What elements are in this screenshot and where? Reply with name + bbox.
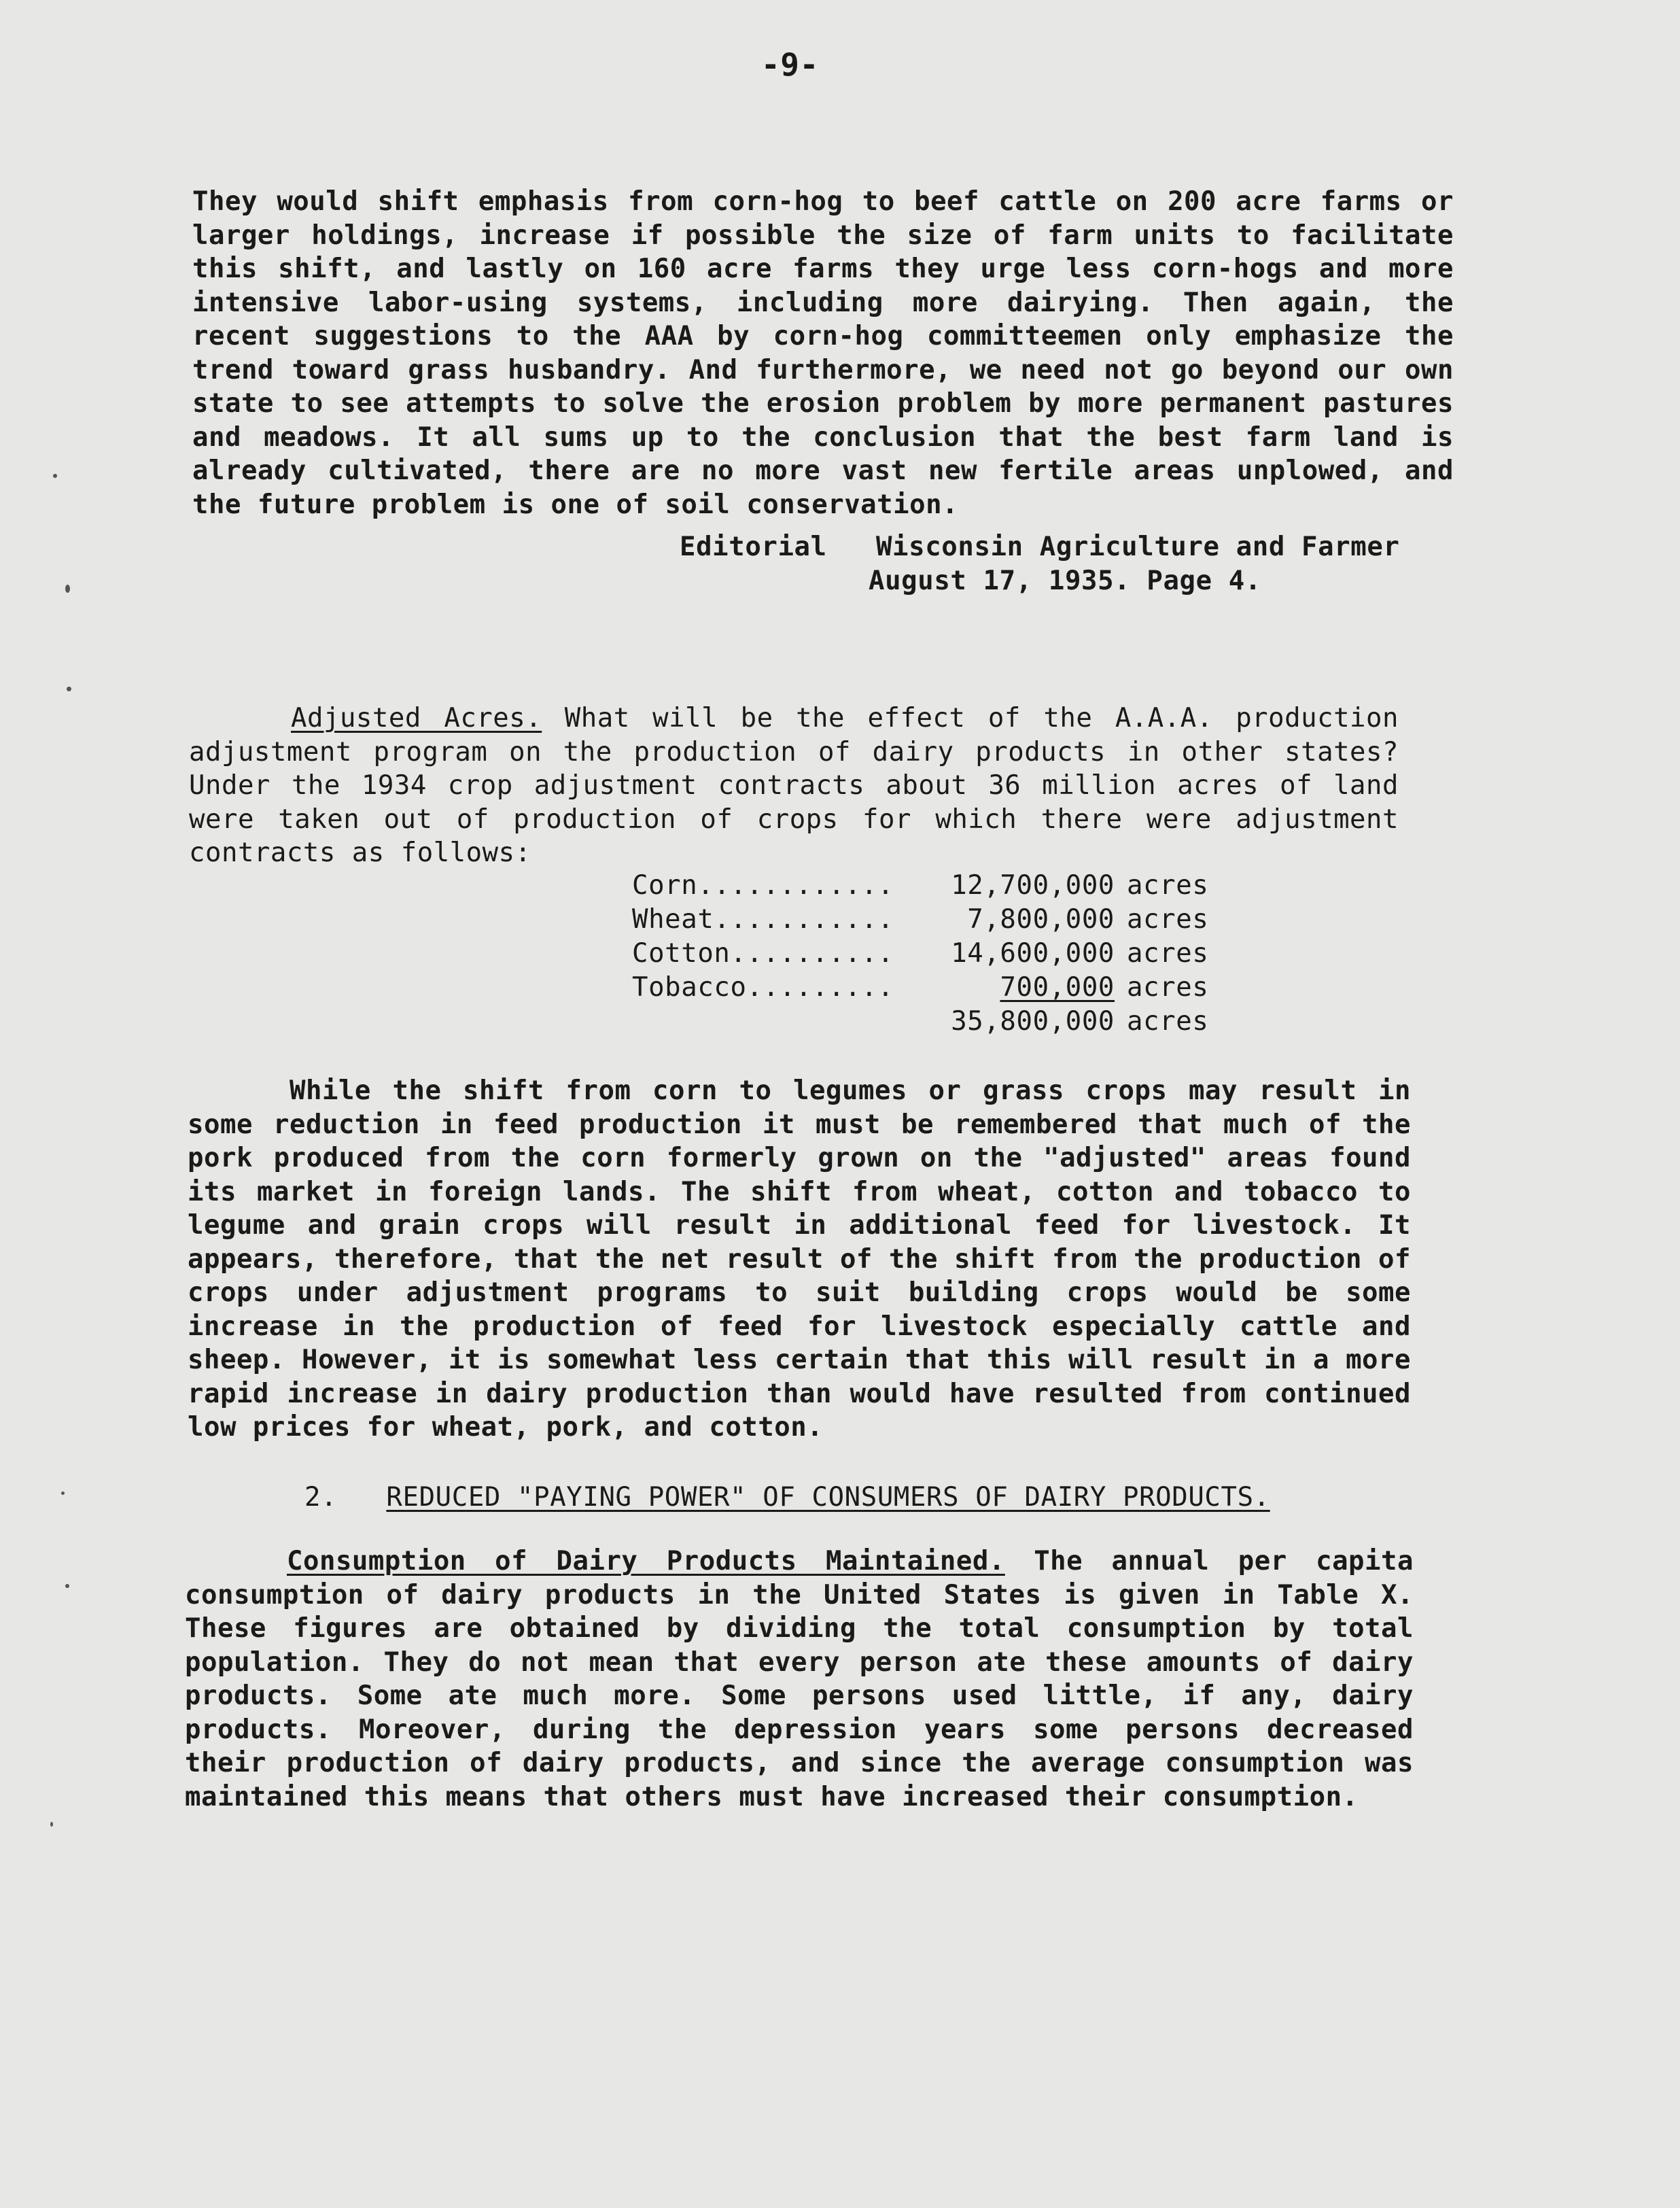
consumption-paragraph [185,1545,1414,1814]
scan-speck [53,474,57,478]
acreage-row-cotton [632,937,1208,971]
total-unit: acres [1127,1006,1209,1037]
crop-acres: 700,000 [1000,972,1115,1003]
consumption-text: The annual per capita consumption of dairy products in the United States is given in Table X. These figures are obtained by dividing the total consumption by total population. They do not mean that every person ate these amounts of dairy products. Some ate much more. Some persons used little, if any, dairy products. Moreover, during the depression years some persons decreased their production of dairy products, and since the average consumption was maintained this means that others must have increased their consumption. [185,1546,1414,1812]
crop-label: Corn............ [632,870,894,901]
crop-label: Tobacco......... [632,972,894,1003]
adjusted-acres-paragraph [189,702,1399,870]
page-number: -9- [761,46,819,83]
crop-unit: acres [1127,938,1209,969]
crop-label: Wheat........... [632,904,894,935]
shift-paragraph: While the shift from corn to legumes or grass crops may result in some reduction in feed production it must be remembered that much of the pork produced from the corn formerly grown on the "adjusted" areas found its market in foreign lands. The shift from wheat, cotton and tobacco to legume and grain crops will result in additional feed for livestock. It appears, therefore, that the net result of the shift from the production of crops under adjustment programs to suit building crops would be some increase in the production of feed for livestock especially cattle and sheep. However, it is somewhat less certain that this will result in a more rapid increase in dairy production than would have resulted from continued low prices for wheat, pork, and cotton. [188,1075,1411,1443]
crop-acres: 12,700,000 [951,870,1115,901]
crop-unit: acres [1127,904,1209,935]
acreage-row-total [632,1005,1208,1039]
crop-acres: 7,800,000 [967,904,1115,935]
total-acres: 35,800,000 [951,1006,1115,1037]
scan-speck [65,1584,69,1588]
scan-speck [61,1491,65,1495]
section-title: REDUCED "PAYING POWER" OF CONSUMERS OF DAIRY PRODUCTS. [386,1482,1270,1513]
citation-source: Editorial Wisconsin Agriculture and Farmer [680,532,1400,562]
crop-acres: 14,600,000 [951,938,1115,969]
adjusted-acres-heading: Adjusted Acres. [291,703,542,734]
scan-speck [50,1822,53,1827]
scan-speck [65,585,70,593]
crop-unit: acres [1127,870,1209,901]
consumption-heading: Consumption of Dairy Products Maintained. [287,1546,1005,1576]
scan-speck [67,687,71,691]
acreage-row-wheat [632,903,1208,937]
section-number: 2. [304,1482,338,1513]
citation-date: August 17, 1935. Page 4. [869,566,1261,596]
editorial-quote: They would shift emphasis from corn-hog to beef cattle on 200 acre farms or larger holdings, increase if possible the size of farm units to facilitate this shift, and lastly on 160 acre farms they urge less corn-hogs and more intensive labor-using systems, including more dairying. Then again, the recent suggestions to the AAA by corn-hog committeemen only emphasize the trend toward grass husbandry. And furthermore, we need not go beyond our own state to see attempts to solve the erosion problem by more permanent pastures and meadows. It all sums up to the conclusion that the best farm land is already cultivated, there are no more vast new fertile areas unplowed, and the future problem is one of soil conservation. [192,186,1454,520]
adjusted-acres-text: What will be the effect of the A.A.A. production adjustment program on the production of dairy products in other states? Under the 1934 crop adjustment contracts about 36 million acres of land were taken out of production of crops for which there were adjustment contracts as follows: [189,703,1399,868]
section-heading [304,1481,1270,1515]
crop-label: Cotton.......... [632,938,894,969]
acreage-row-corn [632,869,1208,903]
acreage-row-tobacco [632,971,1208,1005]
crop-unit: acres [1127,972,1209,1003]
